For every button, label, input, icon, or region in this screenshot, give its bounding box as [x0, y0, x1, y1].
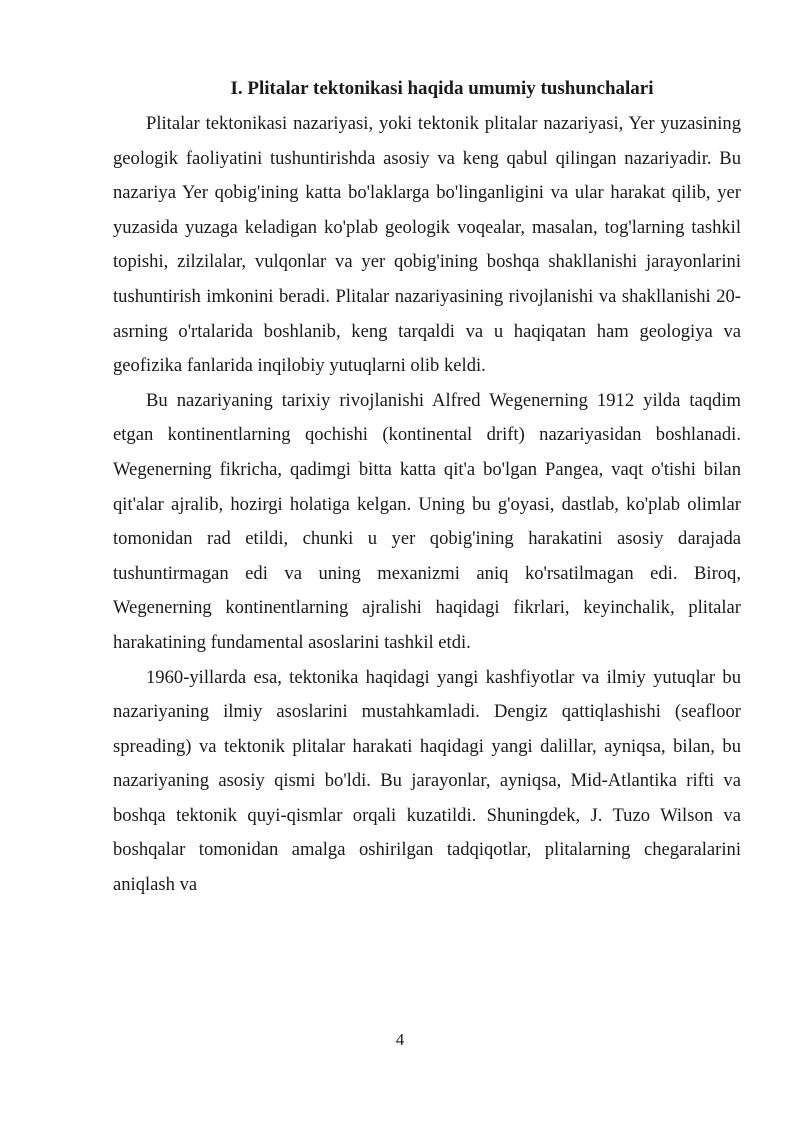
page-content [113, 72, 741, 903]
section-heading: I. Plitalar tektonikasi haqida umumiy tushunchalari [230, 78, 654, 99]
page-number: 4 [395, 1030, 405, 1049]
paragraph-2: Bu nazariyaning tarixiy rivojlanishi Alfred Wegenerning 1912 yilda taqdim etgan kontinentlarning qochishi (kontinental drift) nazariyasidan boshlanadi. Wegenerning fikricha, qadimgi bitta katta qit'a bo'lgan Pangea, vaqt o'tishi bilan qit'alar ajralib, hozirgi holatiga kelgan. Uning bu g'oyasi, dastlab, ko'plab olimlar tomonidan rad etildi, chunki u yer qobig'ining harakatini asosiy darajada tushuntirmagan edi va uning mexanizmi aniq ko'rsatilmagan edi. Biroq, Wegenerning kontinentlarning ajralishi haqidagi fikrlari, keyinchalik, plitalar harakatining fundamental asoslarini tashkil etdi. [113, 389, 741, 653]
paragraph-3: 1960-yillarda esa, tektonika haqidagi yangi kashfiyotlar va ilmiy yutuqlar bu nazariyaning ilmiy asoslarini mustahkamladi. Dengiz qattiqlashishi (seafloor spreading) va tektonik plitalar harakati haqidagi yangi dalillar, ayniqsa, bilan, bu nazariyaning asosiy qismi bo'ldi. Bu jarayonlar, ayniqsa, Mid-Atlantika rifti va boshqa tektonik quyi-qismlar orqali kuzatildi. Shuningdek, J. Tuzo Wilson va boshqalar tomonidan amalga oshirilgan tadqiqotlar, plitalarning chegaralarini aniqlash va [113, 666, 741, 896]
paragraph-1: Plitalar tektonikasi nazariyasi, yoki tektonik plitalar nazariyasi, Yer yuzasining geologik faoliyatini tushuntirishda asosiy va keng qabul qilingan nazariyadir. Bu nazariya Yer qobig'ining katta bo'laklarga bo'linganligini va ular harakat qilib, yer yuzasida yuzaga keladigan ko'plab geologik voqealar, masalan, tog'larning tashkil topishi, zilzilalar, vulqonlar va yer qobig'ining boshqa shakllanishi jarayonlarini tushuntirish imkonini beradi. Plitalar nazariyasining rivojlanishi va shakllanishi 20-asrning o'rtalarida boshlanib, keng tarqaldi va u haqiqatan ham geologiya va geofizika fanlarida inqilobiy yutuqlarni olib keldi. [113, 113, 741, 377]
